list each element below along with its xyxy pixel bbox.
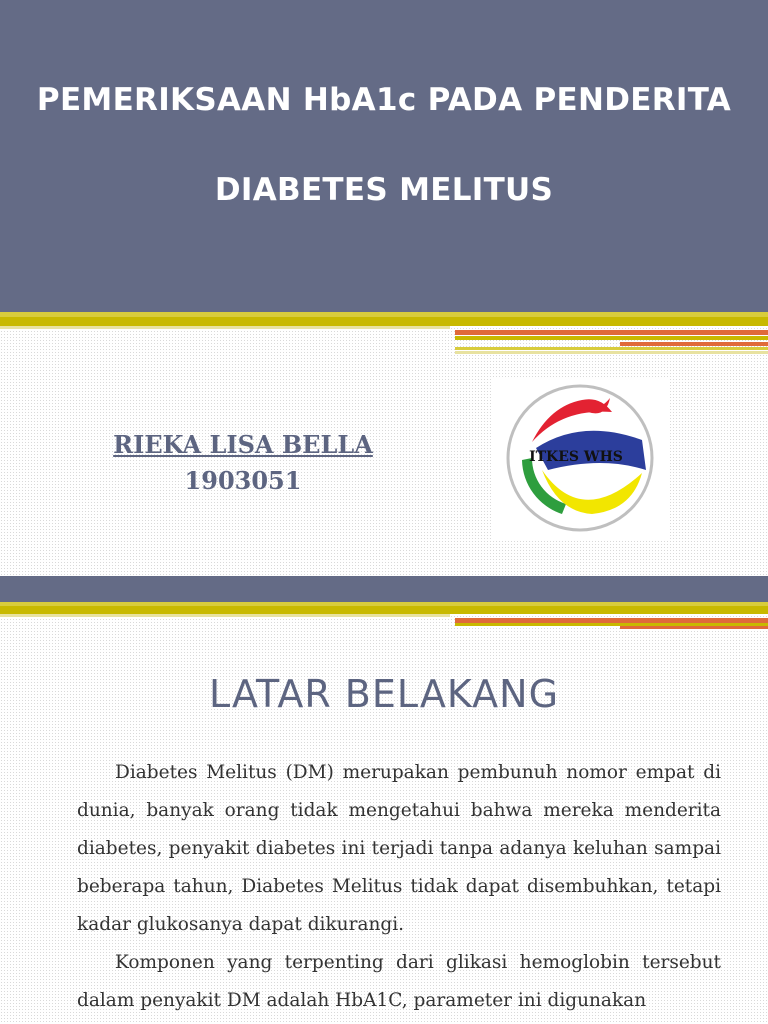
paragraph: Komponen yang terpenting dari glikasi hemoglobin tersebut dalam penyakit DM adalah HbA1C, parameter ini digunakan xyxy=(77,952,721,1011)
institution-logo xyxy=(492,378,668,540)
title-band xyxy=(0,0,768,312)
section-title: LATAR BELAKANG xyxy=(208,672,560,716)
paragraph: Diabetes Melitus (DM) merupakan pembunuh nomor empat di dunia, banyak orang tidak mengetahui bahwa mereka menderita diabetes, penyakit diabetes ini terjadi tanpa adanya keluhan sampai beberapa tahun, Diabetes Melitus tidak dapat disembuhkan, tetapi kadar glukosanya dapat dikurangi. xyxy=(77,762,721,935)
author-name: RIEKA LISA BELLA xyxy=(113,430,373,459)
content-slide xyxy=(0,576,768,1024)
itkes-logo-icon xyxy=(492,378,668,540)
presentation-title-line-1: PEMERIKSAAN HbA1c PADA PENDERITA xyxy=(36,82,732,118)
presentation-title-line-2: DIABETES MELITUS xyxy=(214,172,554,208)
author-student-id: 1903051 xyxy=(184,466,302,495)
logo-text: ITKES WHS xyxy=(529,449,623,465)
body-text xyxy=(77,754,721,1020)
